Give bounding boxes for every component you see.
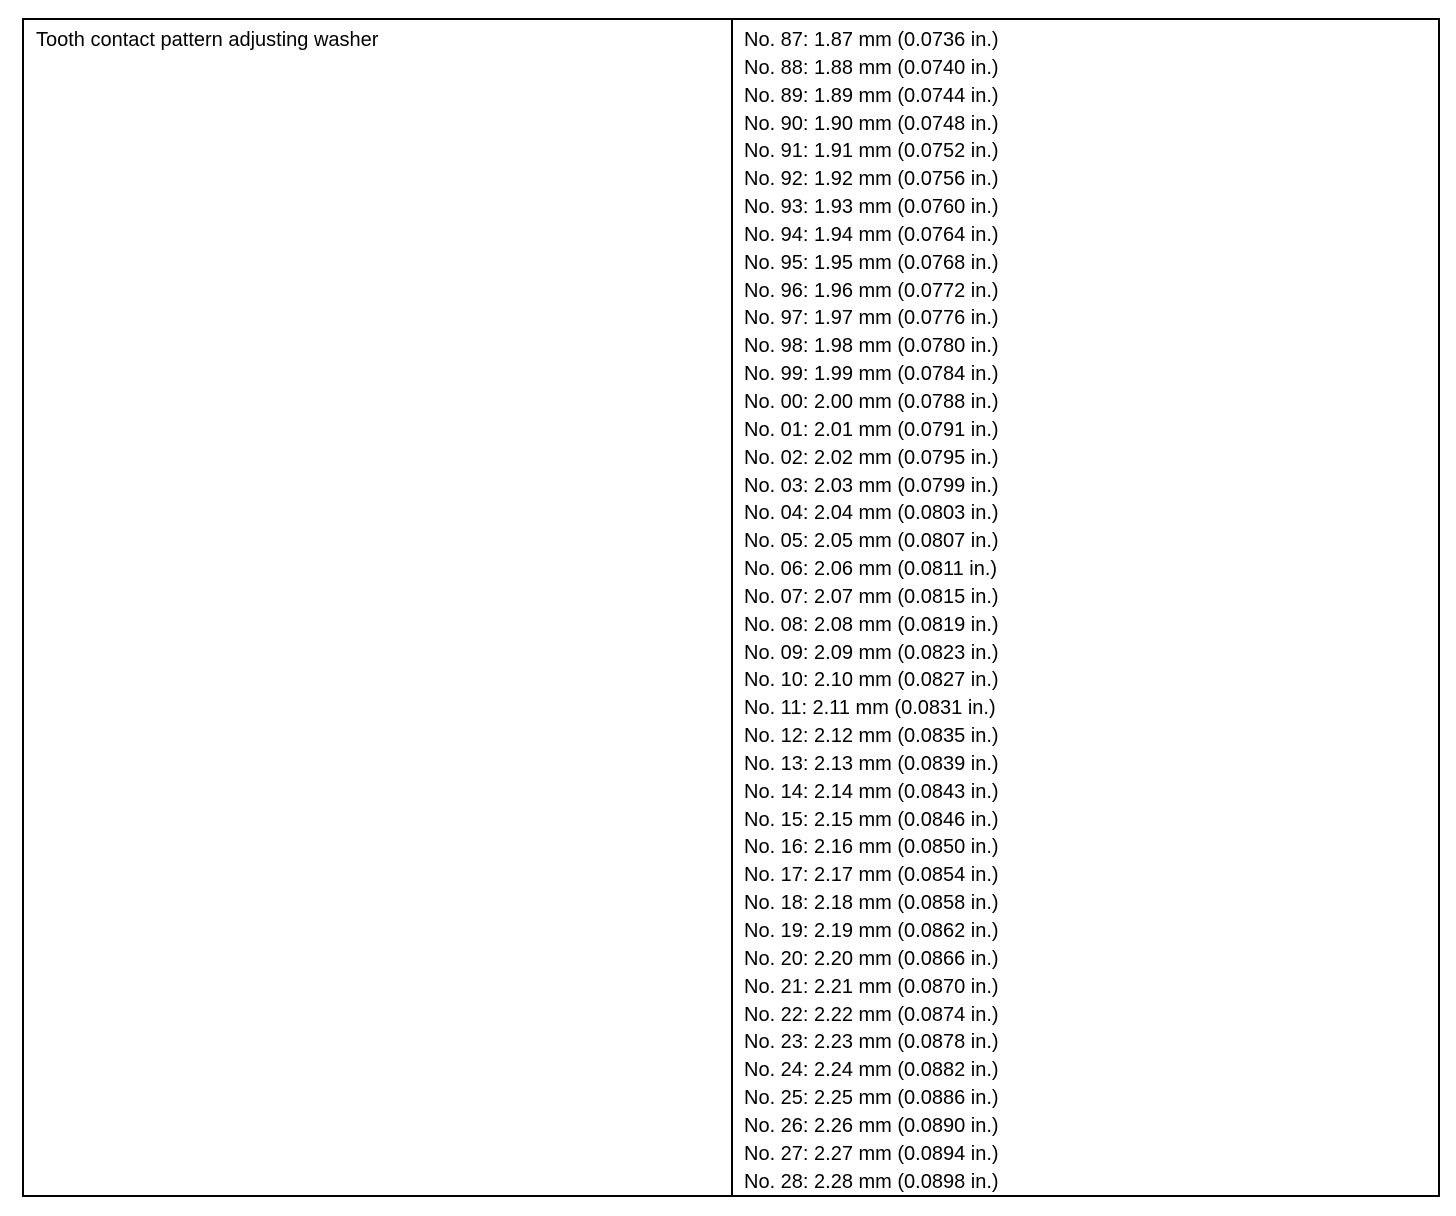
washer-value-item: No. 15: 2.15 mm (0.0846 in.)	[744, 808, 999, 831]
washer-value-item: No. 01: 2.01 mm (0.0791 in.)	[744, 418, 999, 441]
washer-value-item: No. 27: 2.27 mm (0.0894 in.)	[744, 1142, 999, 1165]
washer-value-item: No. 25: 2.25 mm (0.0886 in.)	[744, 1087, 999, 1110]
washer-value-item: No. 23: 2.23 mm (0.0878 in.)	[744, 1031, 999, 1054]
washer-value-item: No. 19: 2.19 mm (0.0862 in.)	[744, 920, 999, 942]
washer-value-item: No. 05: 2.05 mm (0.0807 in.)	[744, 530, 999, 553]
washer-value-item: No. 96: 1.96 mm (0.0772 in.)	[744, 279, 999, 302]
washer-value-item: No. 24: 2.24 mm (0.0882 in.)	[744, 1059, 999, 1082]
washer-value-item: No. 95: 1.95 mm (0.0768 in.)	[744, 251, 999, 274]
washer-value-item: No. 26: 2.26 mm (0.0890 in.)	[744, 1114, 999, 1137]
washer-value-item: No. 18: 2.18 mm (0.0858 in.)	[744, 892, 999, 915]
washer-value-item: No. 92: 1.92 mm (0.0756 in.)	[744, 168, 999, 191]
washer-value-item: No. 93: 1.93 mm (0.0760 in.)	[744, 196, 999, 219]
washer-value-item: No. 91: 1.91 mm (0.0752 in.)	[744, 140, 999, 163]
washer-value-item: No. 90: 1.90 mm (0.0748 in.)	[744, 112, 999, 135]
washer-value-item: No. 16: 2.16 mm (0.0850 in.)	[744, 836, 999, 859]
washer-value-item: No. 04: 2.04 mm (0.0803 in.)	[744, 502, 999, 525]
washer-value-item: No. 10: 2.10 mm (0.0827 in.)	[744, 669, 999, 692]
washer-value-item: No. 89: 1.89 mm (0.0744 in.)	[744, 84, 999, 107]
washer-value-item: No. 00: 2.00 mm (0.0788 in.)	[744, 390, 999, 413]
washer-value-item: No. 02: 2.02 mm (0.0795 in.)	[744, 446, 999, 469]
washer-value-item: No. 97: 1.97 mm (0.0776 in.)	[744, 307, 999, 330]
washer-value-item: No. 09: 2.09 mm (0.0823 in.)	[744, 641, 999, 664]
washer-value-item: No. 22: 2.22 mm (0.0874 in.)	[744, 1003, 999, 1026]
part-name-label: Tooth contact pattern adjusting washer	[36, 29, 379, 51]
part-name-cell	[24, 20, 733, 1195]
washer-value-item: No. 87: 1.87 mm (0.0736 in.)	[744, 29, 999, 51]
washer-value-item: No. 98: 1.98 mm (0.0780 in.)	[744, 335, 999, 358]
washer-value-item: No. 08: 2.08 mm (0.0819 in.)	[744, 613, 999, 636]
washer-value-item: No. 12: 2.12 mm (0.0835 in.)	[744, 725, 999, 748]
washer-value-item: No. 11: 2.11 mm (0.0831 in.)	[744, 697, 996, 720]
washer-value-item: No. 99: 1.99 mm (0.0784 in.)	[744, 363, 999, 386]
spec-table	[22, 18, 1440, 1197]
washer-value-item: No. 06: 2.06 mm (0.0811 in.)	[744, 558, 998, 581]
washer-value-item: No. 21: 2.21 mm (0.0870 in.)	[744, 975, 999, 998]
washer-values-cell	[733, 20, 1438, 1195]
washer-value-item: No. 13: 2.13 mm (0.0839 in.)	[744, 752, 999, 775]
washer-value-item: No. 14: 2.14 mm (0.0843 in.)	[744, 780, 999, 803]
washer-value-item: No. 03: 2.03 mm (0.0799 in.)	[744, 474, 999, 497]
washer-value-item: No. 07: 2.07 mm (0.0815 in.)	[744, 585, 999, 608]
washer-value-item: No. 94: 1.94 mm (0.0764 in.)	[744, 223, 999, 246]
washer-value-item: No. 17: 2.17 mm (0.0854 in.)	[744, 864, 999, 887]
washer-values-list	[744, 27, 1438, 1196]
washer-value-item: No. 28: 2.28 mm (0.0898 in.)	[744, 1170, 999, 1193]
washer-value-item: No. 88: 1.88 mm (0.0740 in.)	[744, 56, 999, 79]
washer-value-item: No. 20: 2.20 mm (0.0866 in.)	[744, 947, 999, 970]
